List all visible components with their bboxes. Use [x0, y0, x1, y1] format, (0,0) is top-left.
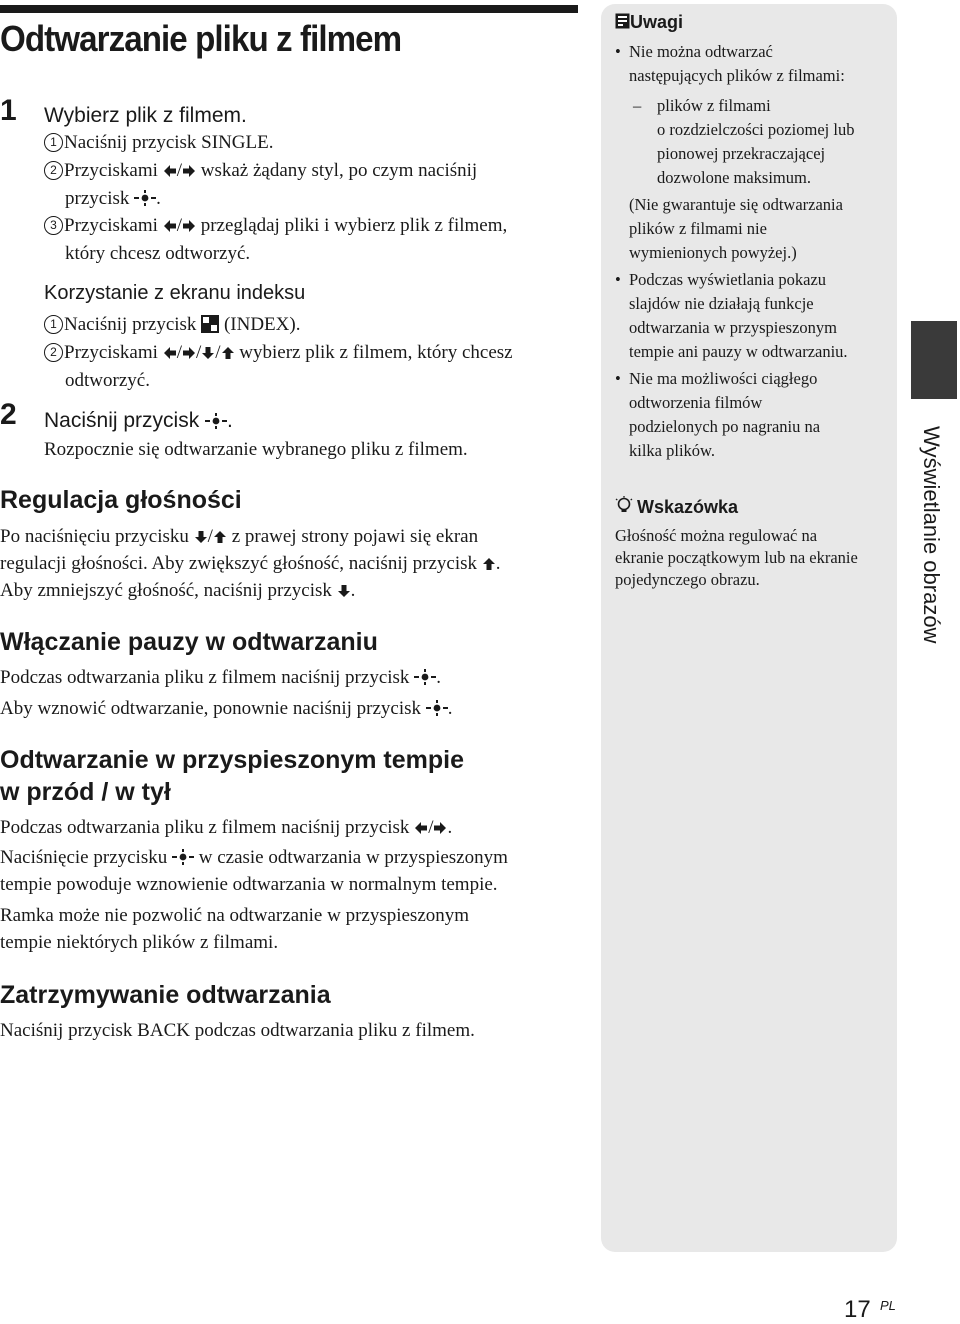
step-1-sub-2-cont: przycisk . [65, 188, 161, 209]
note-bullet-2-b: slajdów nie działają funkcje [629, 294, 814, 313]
arrow-up-icon [482, 557, 496, 571]
arrow-left-icon [163, 346, 177, 360]
note-paren-b: plików z filmami nie [629, 219, 767, 238]
center-button-icon [205, 413, 227, 429]
note-dash: – [633, 96, 642, 115]
note-bullet-2-mark: • [615, 270, 621, 289]
fast-p2-text-b: w czasie odtwarzania w przyspieszonym [198, 847, 508, 868]
index-sub-1-text: Naciśnij przycisk [64, 314, 197, 335]
index-sub-2: 2 Przyciskami / / / wybierz plik z filmem, który chcesz [44, 339, 513, 366]
pause-line-1: Podczas odtwarzania pliku z filmem naciśnij przycisk . [0, 667, 441, 688]
index-heading: Korzystanie z ekranu indeksu [44, 282, 306, 304]
arrow-up-icon [213, 530, 227, 544]
pause-line-2: Aby wznowić odtwarzanie, ponownie naciśnij przycisk . [0, 698, 453, 719]
arrow-up-icon [221, 346, 235, 360]
center-button-icon [172, 849, 194, 865]
step-2-heading-text: Naciśnij przycisk [44, 409, 200, 432]
circled-number: 1 [44, 133, 63, 152]
step-1-sub-3-text-b: przeglądaj pliki i wybierz plik z filmem, [200, 215, 508, 236]
step-1-sub-3-cont: który chcesz odtworzyć. [65, 243, 251, 264]
tip-heading-text: Wskazówka [637, 497, 739, 517]
pause-heading: Włączanie pauzy w odtwarzaniu [0, 628, 378, 656]
notes-sidebar [601, 4, 897, 1252]
note-bullet-2-d: tempie ani pauzy w odtwarzaniu. [629, 342, 848, 361]
volume-line-3-text: Aby zmniejszyć głośność, naciśnij przycisk [0, 580, 332, 601]
note-bullet-2-a: Podczas wyświetlania pokazu [629, 270, 827, 289]
arrow-left-icon [414, 821, 428, 835]
step-1-sub-1-text: Naciśnij przycisk SINGLE. [64, 132, 274, 153]
tip-heading [615, 496, 738, 518]
note-icon [615, 13, 630, 29]
center-button-icon [134, 190, 156, 206]
arrow-right-icon [433, 821, 447, 835]
note-bullet-3-b: odtworzenia filmów [629, 393, 763, 412]
notes-heading-text: Uwagi [630, 12, 684, 32]
step-2-heading: Naciśnij przycisk . [44, 409, 233, 432]
note-bullet-1-b: następujących plików z filmami: [629, 66, 845, 85]
arrow-right-icon [182, 164, 196, 178]
note-bullet-3-d: kilka plików. [629, 441, 716, 460]
index-sub-2-text-b: wybierz plik z filmem, który chcesz [239, 342, 513, 363]
volume-line-3: Aby zmniejszyć głośność, naciśnij przycisk . [0, 580, 356, 601]
fast-p3-cont: tempie niektórych plików z filmami. [0, 932, 279, 953]
circled-number: 2 [44, 161, 63, 180]
volume-line-2-text: regulacji głośności. Aby zwiększyć głośność, naciśnij przycisk [0, 553, 478, 574]
note-dash-d: dozwolone maksimum. [657, 168, 811, 187]
fast-p3: Ramka może nie pozwolić na odtwarzanie w przyspieszonym [0, 905, 470, 926]
center-button-icon [414, 669, 436, 685]
stop-text: Naciśnij przycisk BACK podczas odtwarzania pliku z filmem. [0, 1020, 475, 1041]
index-sub-1-text-b: (INDEX). [223, 314, 301, 335]
volume-line-1-text: Po naciśnięciu przycisku [0, 526, 189, 547]
volume-line-1-text-b: z prawej strony pojawi się ekran [231, 526, 479, 547]
arrow-down-icon [201, 346, 215, 360]
note-bullet-2-c: odtwarzania w przyspieszonym [629, 318, 838, 337]
step-1-sub-2: 2 Przyciskami / wskaż żądany styl, po czym naciśnij [44, 157, 477, 184]
arrow-right-icon [182, 346, 196, 360]
index-sub-2-text: Przyciskami [64, 342, 158, 363]
step-1-sub-3-text: Przyciskami [64, 215, 158, 236]
index-sub-2-cont: odtworzyć. [65, 370, 150, 391]
fast-p2 [0, 844, 508, 871]
section-tab-label: Wyświetlanie obrazów [919, 426, 944, 644]
index-grid-icon [201, 315, 219, 333]
volume-line-1: Po naciśnięciu przycisku / z prawej strony pojawi się ekran [0, 526, 479, 547]
arrow-left-icon [163, 164, 177, 178]
volume-heading: Regulacja głośności [0, 486, 242, 514]
note-dash-c: pionowej przekraczającej [657, 144, 826, 163]
step-1-sub-2-text-c: przycisk [65, 188, 130, 209]
step-1-sub-3: 3 Przyciskami / przeglądaj pliki i wybierz plik z filmem, [44, 212, 507, 239]
step-2-number: 2 [0, 398, 17, 431]
pause-line-1-text: Podczas odtwarzania pliku z filmem naciśnij przycisk [0, 667, 410, 688]
note-bullet-3-a: Nie ma możliwości ciągłego [629, 369, 818, 388]
arrow-down-icon [194, 530, 208, 544]
tip-line-1: Głośność można regulować na [615, 526, 818, 545]
arrow-left-icon [163, 219, 177, 233]
page-number: 17 [844, 1296, 871, 1323]
note-bullet-1-a: Nie można odtwarzać [629, 42, 773, 61]
fast-p1-text: Podczas odtwarzania pliku z filmem naciśnij przycisk [0, 817, 410, 838]
tip-line-3: pojedynczego obrazu. [615, 570, 760, 589]
note-bullet-3-c: podzielonych po nagraniu na [629, 417, 821, 436]
step-1-sub-2-text-b: wskaż żądany styl, po czym naciśnij [200, 160, 478, 181]
pause-line-2-text: Aby wznowić odtwarzanie, ponownie naciśnij przycisk [0, 698, 422, 719]
center-button-icon [426, 700, 448, 716]
circled-number: 2 [44, 343, 63, 362]
tip-bulb-icon [615, 496, 633, 516]
fast-p2-cont: tempie powoduje wznowienie odtwarzania w normalnym tempie. [0, 874, 498, 895]
top-rule [0, 5, 578, 13]
stop-heading: Zatrzymywanie odtwarzania [0, 981, 331, 1009]
note-bullet-1-mark: • [615, 42, 621, 61]
step-1-sub-2-text: Przyciskami [64, 160, 158, 181]
tip-line-2: ekranie początkowym lub na ekranie [615, 548, 858, 567]
note-dash-b: o rozdzielczości poziomej lub [657, 120, 855, 139]
arrow-down-icon [337, 584, 351, 598]
step-1-number: 1 [0, 94, 17, 127]
step-2-text: Rozpocznie się odtwarzanie wybranego pliku z filmem. [44, 439, 468, 460]
fast-heading-line-2: w przód / w tył [0, 778, 171, 806]
section-tab-marker [911, 321, 957, 399]
index-sub-1 [44, 311, 300, 338]
notes-heading [615, 12, 683, 33]
arrow-right-icon [182, 219, 196, 233]
step-1-sub-1 [44, 129, 273, 156]
note-paren-a: (Nie gwarantuje się odtwarzania [629, 195, 843, 214]
page-title: Odtwarzanie pliku z filmem [0, 18, 402, 59]
page-language-code: PL [880, 1298, 896, 1313]
volume-line-2: regulacji głośności. Aby zwiększyć głośność, naciśnij przycisk . [0, 553, 501, 574]
fast-p1: Podczas odtwarzania pliku z filmem naciśnij przycisk / . [0, 817, 453, 838]
note-dash-a: plików z filmami [657, 96, 771, 115]
note-bullet-3-mark: • [615, 369, 621, 388]
fast-p2-text: Naciśnięcie przycisku [0, 847, 168, 868]
circled-number: 3 [44, 216, 63, 235]
fast-heading-line-1: Odtwarzanie w przyspieszonym tempie [0, 746, 465, 774]
note-paren-c: wymienionych powyżej.) [629, 243, 797, 262]
circled-number: 1 [44, 315, 63, 334]
step-1-heading: Wybierz plik z filmem. [44, 104, 247, 127]
